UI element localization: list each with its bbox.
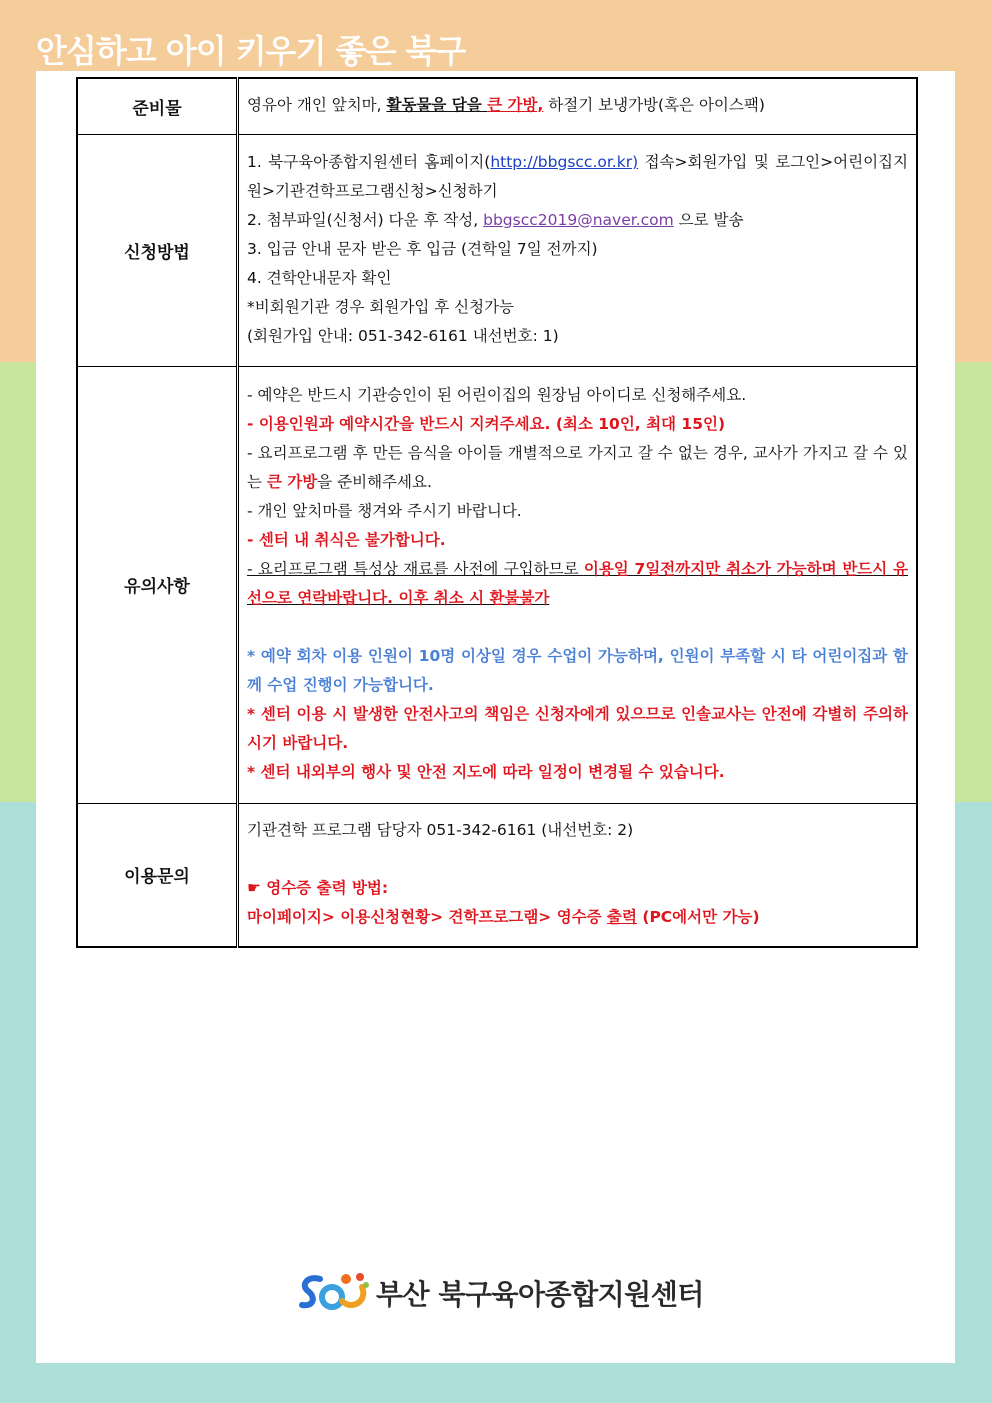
- note-5: - 센터 내 취식은 불가합니다.: [247, 530, 446, 549]
- apply-step-1b: 접속>회원가입 및 로그인>어린이집지원>기관견학프로그램신청>신청하기: [247, 152, 908, 200]
- spacer: [247, 613, 908, 642]
- content-inquiry: [238, 803, 918, 947]
- receipt-path-a: 마이페이지> 이용신청현황> 견학프로그램> 영수증: [247, 907, 608, 926]
- prep-text-3: 큰 가방,: [487, 95, 544, 114]
- note-3a: - 요리프로그램 후 만든 음식을 아이들 개별적으로 가지고 갈 수 없는 경우, 교사가 가지고 갈 수 있는: [247, 443, 908, 491]
- note-2: - 이용인원과 예약시간을 반드시 지켜주세요. (최소 10인, 최대 15인): [247, 414, 726, 433]
- apply-note-nonmember: *비회원기관 경우 회원가입 후 신청가능: [247, 297, 515, 316]
- apply-step-2a: 2. 첨부파일(신청서) 다운 후 작성,: [247, 210, 484, 229]
- footer-logo: [298, 1271, 704, 1315]
- org-name: 부산 북구육아종합지원센터: [376, 1278, 704, 1311]
- info-table: [76, 77, 918, 948]
- note-6-red: 이용일 7일전까지만 취소가 가능하며 반드시 유선으로 연락바랍니다. 이후 취소 시 환불불가: [247, 559, 908, 607]
- page-title: 안심하고 아이 키우기 좋은 북구: [36, 32, 466, 70]
- note-7: * 예약 회차 이용 인원이 10명 이상일 경우 수업이 가능하며, 인원이 부족할 시 타 어린이집과 함께 수업 진행이 가능합니다.: [247, 646, 908, 694]
- note-3b: 을 준비해주세요.: [317, 472, 432, 491]
- apply-step-2b: 으로 발송: [673, 210, 744, 229]
- label-notes: 유의사항: [77, 366, 238, 803]
- note-3: [247, 439, 908, 497]
- table-row-prep: [77, 78, 917, 134]
- table-row-apply: [77, 134, 917, 366]
- receipt-path: [247, 903, 908, 932]
- note-9: * 센터 내외부의 행사 및 안전 지도에 따라 일정이 변경될 수 있습니다.: [247, 762, 725, 781]
- homepage-link[interactable]: http://bbgscc.or.kr): [490, 152, 639, 171]
- label-prep: 준비물: [77, 78, 238, 134]
- table-row-notes: [77, 366, 917, 803]
- note-6a: - 요리프로그램 특성상 재료를 사전에 구입하므로: [247, 559, 584, 578]
- receipt-heading: ☛ 영수증 출력 방법:: [247, 878, 389, 897]
- apply-step-4: 4. 견학안내문자 확인: [247, 268, 392, 287]
- document-page: [36, 71, 955, 1363]
- receipt-path-b: 출력: [607, 907, 637, 926]
- prep-text-4: 하절기 보냉가방(혹은 아이스팩): [543, 95, 765, 114]
- label-inquiry: 이용문의: [77, 803, 238, 947]
- note-8: * 센터 이용 시 발생한 안전사고의 책임은 신청자에게 있으므로 인솔교사는 안전에 각별히 주의하시기 바랍니다.: [247, 704, 908, 752]
- apply-step-2: [247, 206, 908, 235]
- content-prep: [238, 78, 918, 134]
- receipt-path-c: (PC에서만 가능): [636, 907, 760, 926]
- spacer: [247, 845, 908, 874]
- note-1: - 예약은 반드시 기관승인이 된 어린이집의 원장님 아이디로 신청해주세요.: [247, 385, 747, 404]
- note-6: [247, 555, 908, 613]
- table-row-inquiry: [77, 803, 917, 947]
- apply-note-contact: (회원가입 안내: 051-342-6161 내선번호: 1): [247, 326, 559, 345]
- email-link[interactable]: bbgscc2019@naver.com: [483, 210, 674, 229]
- center-logo-icon: [298, 1271, 372, 1315]
- note-3-red: 큰 가방: [266, 472, 318, 491]
- prep-text-1: 영유아 개인 앞치마,: [247, 95, 387, 114]
- label-apply: 신청방법: [77, 134, 238, 366]
- inquiry-contact: 기관견학 프로그램 담당자 051-342-6161 (내선번호: 2): [247, 820, 634, 839]
- prep-text-2: 활동물을 담을: [386, 95, 488, 114]
- content-notes: [238, 366, 918, 803]
- content-apply: [238, 134, 918, 366]
- apply-step-3: 3. 입금 안내 문자 받은 후 입금 (견학일 7일 전까지): [247, 239, 598, 258]
- note-4: - 개인 앞치마를 챙겨와 주시기 바랍니다.: [247, 501, 522, 520]
- apply-step-1: [247, 148, 908, 206]
- apply-step-1a: 1. 북구육아종합지원센터 홈페이지(: [247, 152, 491, 171]
